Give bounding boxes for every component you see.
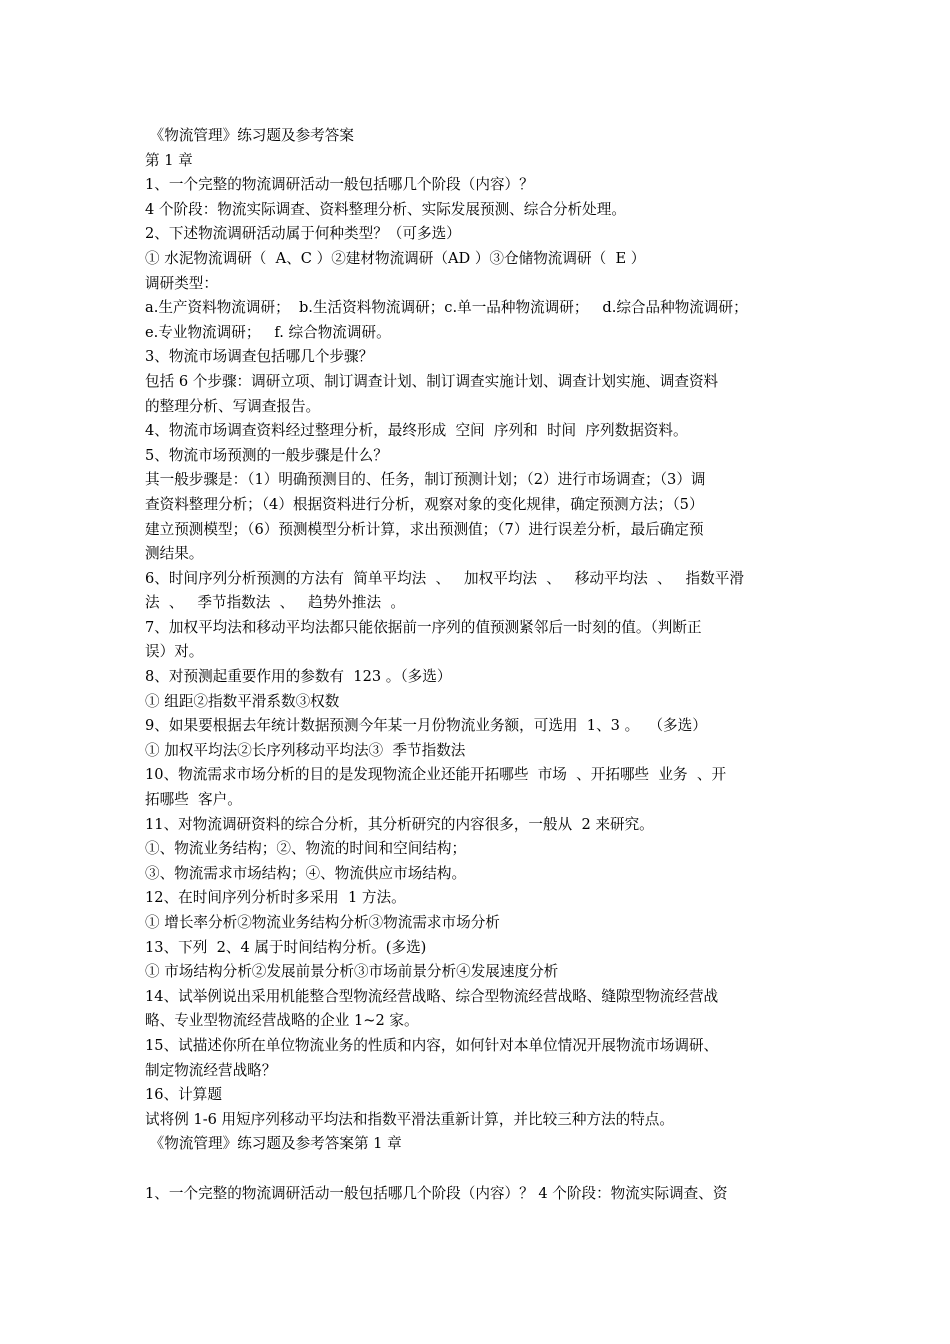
question-10-line-1: 10、物流需求市场分析的目的是发现物流企业还能开拓哪些 市场 、开拓哪些 业务 、开 — [145, 766, 727, 784]
options-11-line-2: ③、物流需求市场结构；④、物流供应市场结构。 — [145, 864, 467, 882]
question-11: 11、对物流调研资料的综合分析，其分析研究的内容很多，一般从 2 来研究。 — [145, 815, 654, 833]
answer-1: 4 个阶段：物流实际调查、资料整理分析、实际发展预测、综合分析处理。 — [145, 200, 626, 218]
options-8: ① 组距②指数平滑系数③权数 — [145, 692, 340, 710]
options-9: ① 加权平均法②长序列移动平均法③ 季节指数法 — [145, 741, 466, 759]
answer-5-line-2: 查资料整理分析；（4）根据资料进行分析，观察对象的变化规律，确定预测方法；（5） — [145, 495, 704, 513]
options-2: ① 水泥物流调研（ A、C ）②建材物流调研（AD ）③仓储物流调研（ E ） — [145, 249, 646, 267]
question-7-line-2: 误）对。 — [145, 643, 204, 661]
options-11-line-1: ①、物流业务结构；②、物流的时间和空间结构； — [145, 840, 467, 858]
question-3: 3、物流市场调查包括哪几个步骤？ — [145, 348, 374, 366]
question-1: 1、一个完整的物流调研活动一般包括哪几个阶段（内容）？ — [145, 176, 534, 194]
question-4: 4、物流市场调查资料经过整理分析，最终形成 空间 序列和 时间 序列数据资料。 — [145, 422, 688, 440]
question-15-line-1: 15、试描述你所在单位物流业务的性质和内容，如何针对本单位情况开展物流市场调研、 — [145, 1036, 719, 1054]
answer-5-line-1: 其一般步骤是：（1）明确预测目的、任务，制订预测计划；（2）进行市场调查；（3）调 — [145, 471, 706, 489]
question-2: 2、下述物流调研活动属于何种类型？（可多选） — [145, 225, 461, 243]
question-16: 16、计算题 — [145, 1086, 222, 1104]
doc-title: 《物流管理》练习题及参考答案 — [145, 127, 354, 144]
chapter-heading: 第 1 章 — [145, 151, 193, 169]
question-9: 9、如果要根据去年统计数据预测今年某一月份物流业务额，可选用 1、3 。 （多选） — [145, 717, 707, 735]
answer-5-line-4: 测结果。 — [145, 545, 204, 563]
types-heading: 调研类型： — [145, 274, 218, 292]
question-5: 5、物流市场预测的一般步骤是什么？ — [145, 446, 388, 464]
question-16-body: 试将例 1-6 用短序列移动平均法和指数平滑法重新计算，并比较三种方法的特点。 — [145, 1110, 674, 1128]
answer-3-line-1: 包括 6 个步骤：调研立项、制订调查计划、制订调查实施计划、调查计划实施、调查资料 — [145, 372, 719, 390]
question-12: 12、在时间序列分析时多采用 1 方法。 — [145, 889, 406, 907]
types-line-1: a.生产资料物流调研； b.生活资料物流调研；c.单一品种物流调研； d.综合品种物流调研； — [145, 299, 748, 317]
types-line-2: e.专业物流调研； f. 综合物流调研。 — [145, 323, 391, 341]
options-13: ① 市场结构分析②发展前景分析③市场前景分析④发展速度分析 — [145, 963, 559, 981]
blank-line — [145, 1157, 807, 1182]
answer-3-line-2: 的整理分析、写调查报告。 — [145, 397, 321, 415]
question-14-line-1: 14、试举例说出采用机能整合型物流经营战略、综合型物流经营战略、缝隙型物流经营战 — [145, 987, 719, 1005]
document-body — [145, 124, 807, 1206]
question-7-line-1: 7、加权平均法和移动平均法都只能依据前一序列的值预测紧邻后一时刻的值。（判断正 — [145, 618, 702, 636]
question-6-line-1: 6、时间序列分析预测的方法有 简单平均法 、 加权平均法 、 移动平均法 、 指数平滑 — [145, 569, 744, 587]
question-14-line-2: 略、专业型物流经营战略的企业 1~2 家。 — [145, 1012, 419, 1030]
question-8: 8、对预测起重要作用的参数有 123 。（多选） — [145, 668, 452, 686]
question-15-line-2: 制定物流经营战略？ — [145, 1061, 277, 1079]
question-6-line-2: 法 、 季节指数法 、 趋势外推法 。 — [145, 594, 405, 612]
question-13: 13、下列 2、4 属于时间结构分析。(多选) — [145, 938, 427, 956]
answer-5-line-3: 建立预测模型；（6）预测模型分析计算，求出预测值；（7）进行误差分析，最后确定预 — [145, 520, 704, 538]
options-12: ① 增长率分析②物流业务结构分析③物流需求市场分析 — [145, 914, 500, 931]
repeat-question-1: 1、一个完整的物流调研活动一般包括哪几个阶段（内容）？ 4 个阶段：物流实际调查、资 — [145, 1184, 728, 1202]
question-10-line-2: 拓哪些 客户。 — [145, 791, 242, 809]
repeat-title: 《物流管理》练习题及参考答案第 1 章 — [145, 1135, 402, 1153]
